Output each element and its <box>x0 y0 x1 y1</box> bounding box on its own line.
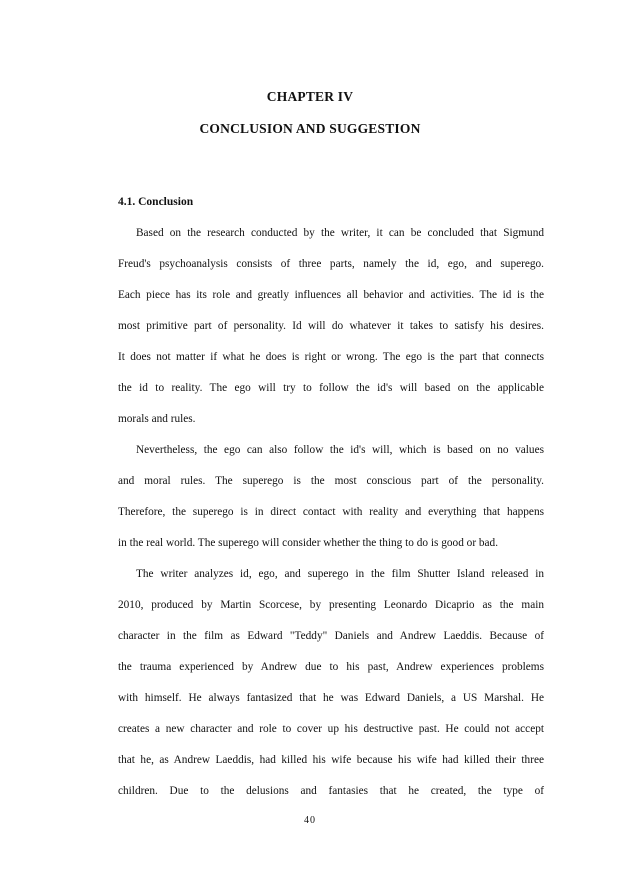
paragraph-line: Therefore, the superego is in direct contact with reality and everything that happens <box>118 506 544 518</box>
section-heading: 4.1. Conclusion <box>118 196 194 208</box>
paragraph-line: the trauma experienced by Andrew due to his past, Andrew experiences problems <box>118 661 544 673</box>
paragraph-line: creates a new character and role to cover up his destructive past. He could not accept <box>118 723 544 735</box>
paragraph-line: It does not matter if what he does is right or wrong. The ego is the part that connects <box>118 351 544 363</box>
paragraph-line: Nevertheless, the ego can also follow the id's will, which is based on no values <box>136 444 544 456</box>
page-number: 40 <box>304 815 316 826</box>
paragraph-line: in the real world. The superego will consider whether the thing to do is good or bad. <box>118 537 499 549</box>
paragraph-line: Each piece has its role and greatly influences all behavior and activities. The id is the <box>118 289 544 301</box>
paragraph-line: children. Due to the delusions and fantasies that he created, the type of <box>118 785 544 797</box>
paragraph-line: most primitive part of personality. Id will do whatever it takes to satisfy his desires. <box>118 320 544 332</box>
paragraph-line: morals and rules. <box>118 413 196 425</box>
paragraph-line: The writer analyzes id, ego, and superego in the film Shutter Island released in <box>136 568 544 580</box>
paragraph-line: and moral rules. The superego is the most conscious part of the personality. <box>118 475 544 487</box>
paragraph-line: the id to reality. The ego will try to follow the id's will based on the applicable <box>118 382 544 394</box>
paragraph-line: that he, as Andrew Laeddis, had killed his wife because his wife had killed their three <box>118 754 544 766</box>
chapter-subtitle: CONCLUSION AND SUGGESTION <box>199 121 421 136</box>
chapter-title: CHAPTER IV <box>266 89 354 104</box>
paragraph-line: Freud's psychoanalysis consists of three parts, namely the id, ego, and superego. <box>118 258 544 270</box>
paragraph-line: with himself. He always fantasized that he was Edward Daniels, a US Marshal. He <box>118 692 544 704</box>
paragraph-line: 2010, produced by Martin Scorcese, by presenting Leonardo Dicaprio as the main <box>118 599 544 611</box>
paragraph-line: Based on the research conducted by the writer, it can be concluded that Sigmund <box>136 227 544 239</box>
paragraph-line: character in the film as Edward "Teddy" Daniels and Andrew Laeddis. Because of <box>118 630 544 642</box>
